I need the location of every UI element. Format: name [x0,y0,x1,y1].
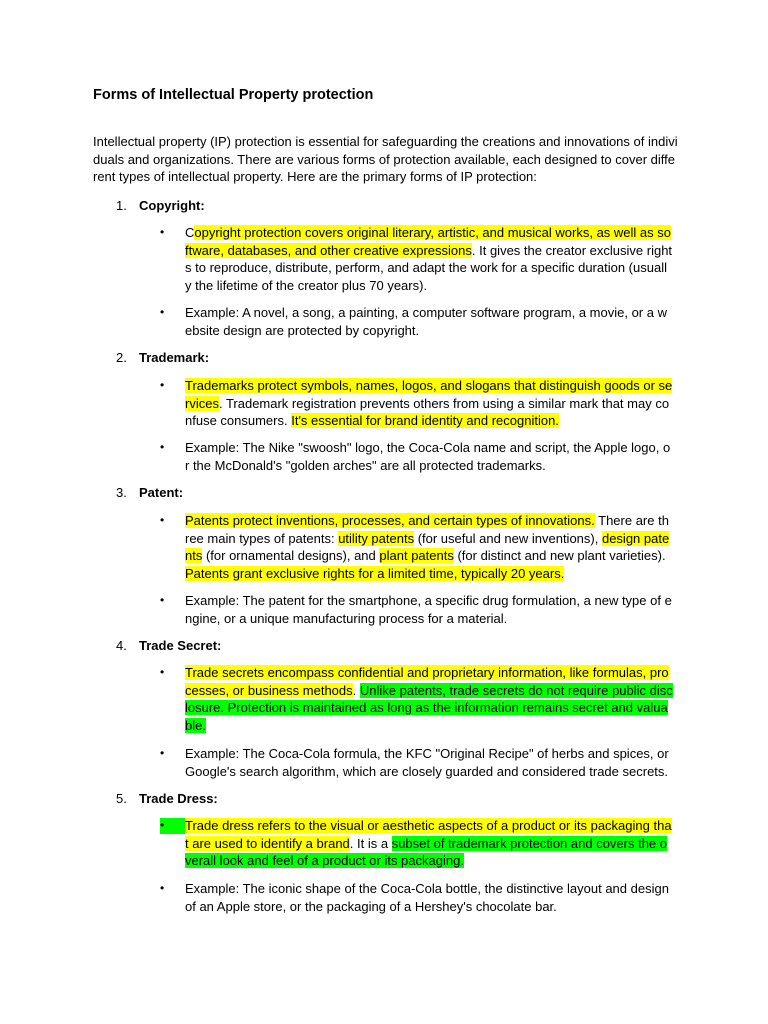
yellow-highlight: Patents protect inventions, processes, and certain types of innovations. [185,513,595,528]
text-run: (for ornamental designs), and [202,548,380,563]
text-run: . It is a [349,835,392,851]
bullet-icon: • [160,305,165,319]
yellow-highlight: utility patents [338,530,415,546]
section-number: 3. [116,485,127,500]
bullet-icon: • [160,378,165,392]
section-number: 4. [116,638,127,653]
section-number: 5. [116,791,127,806]
bullet-icon: • [160,665,165,679]
bullet-icon: • [160,513,165,527]
yellow-highlight: Patents grant exclusive rights for a limited time, typically 20 years. [185,565,565,581]
copyright-example: Example: A novel, a song, a painting, a computer software program, a movie, or a website design are protected by copyright. [185,305,667,338]
text-run: . [352,682,360,698]
bullet-icon: • [160,225,165,239]
section-number: 1. [116,198,127,213]
bullet-icon: • [160,593,165,607]
text-run: . Trademark registration prevents others from using a similar mark that may confuse consumers. [185,395,670,428]
trade-secret-description [185,664,673,734]
yellow-highlight: It's essential for brand identity and recognition. [291,413,559,428]
text-run: (for useful and new inventions), [414,530,602,546]
green-highlight: subset of trademark protection and covers the overall look and feel of a product or its packaging. [185,835,668,868]
text-run: C [185,225,195,240]
yellow-highlight: plant patents [379,548,454,563]
text-run: . It gives the creator exclusive rights to reproduce, distribute, perform, and adapt the work for a specific duration (usually the lifetime of the creator plus 70 years). [185,242,673,293]
trade-dress-description [185,817,673,870]
text-run: There are three main types of patents: [185,513,669,546]
trade-dress-example: Example: The iconic shape of the Coca-Cola bottle, the distinctive layout and design of an Apple store, or the packaging of a Hershey's chocolate bar. [185,881,669,914]
bullet-icon: • [160,746,165,760]
section-number: 2. [116,350,127,365]
bullet-icon: • [160,881,165,895]
patent-example: Example: The patent for the smartphone, a specific drug formulation, a new type of engine, or a unique manufacturing process for a material. [185,593,672,626]
patent-description [185,512,673,582]
yellow-highlight: design patents [185,530,670,563]
document-title: Forms of Intellectual Property protection [93,87,374,103]
trade-secret-example: Example: The Coca-Cola formula, the KFC "Original Recipe" of herbs and spices, or Google's search algorithm, which are closely guarded and considered trade secrets. [185,746,669,779]
text-run: (for distinct and new plant varieties). [453,548,666,563]
copyright-description [185,224,673,294]
section-heading-trade-secret: Trade Secret: [139,638,222,653]
section-heading-patent: Patent: [139,485,184,500]
trademark-description [185,377,673,430]
yellow-highlight: opyright protection covers original literary, artistic, and musical works, as well as software, databases, and other creative expressions [185,225,671,258]
yellow-highlight: Trade secrets encompass confidential and proprietary information, like formulas, processes, or business methods [185,665,669,698]
yellow-highlight: Trade dress refers to the visual or aesthetic aspects of a product or its packaging that are used to identify a brand [185,818,672,851]
yellow-highlight: Trademarks protect symbols, names, logos, and slogans that distinguish goods or services [185,378,673,411]
section-heading-trade-dress: Trade Dress: [139,791,218,806]
bullet-icon: • [160,440,165,454]
bullet-icon: • [160,818,165,832]
section-heading-copyright: Copyright: [139,198,205,213]
green-highlight: Unlike patents, trade secrets do not require public disclosure. Protection is maintained as long as the information remains secret and valuable. [185,682,673,733]
intro-paragraph: Intellectual property (IP) protection is essential for safeguarding the creations and innovations of individuals and organizations. There are various forms of protection available, each designed to cover different types of intellectual property. Here are the primary forms of IP protection: [93,134,678,184]
trademark-example: Example: The Nike "swoosh" logo, the Coca-Cola name and script, the Apple logo, or the McDonald's "golden arches" are all protected trademarks. [185,440,671,473]
section-heading-trademark: Trademark: [139,350,210,365]
